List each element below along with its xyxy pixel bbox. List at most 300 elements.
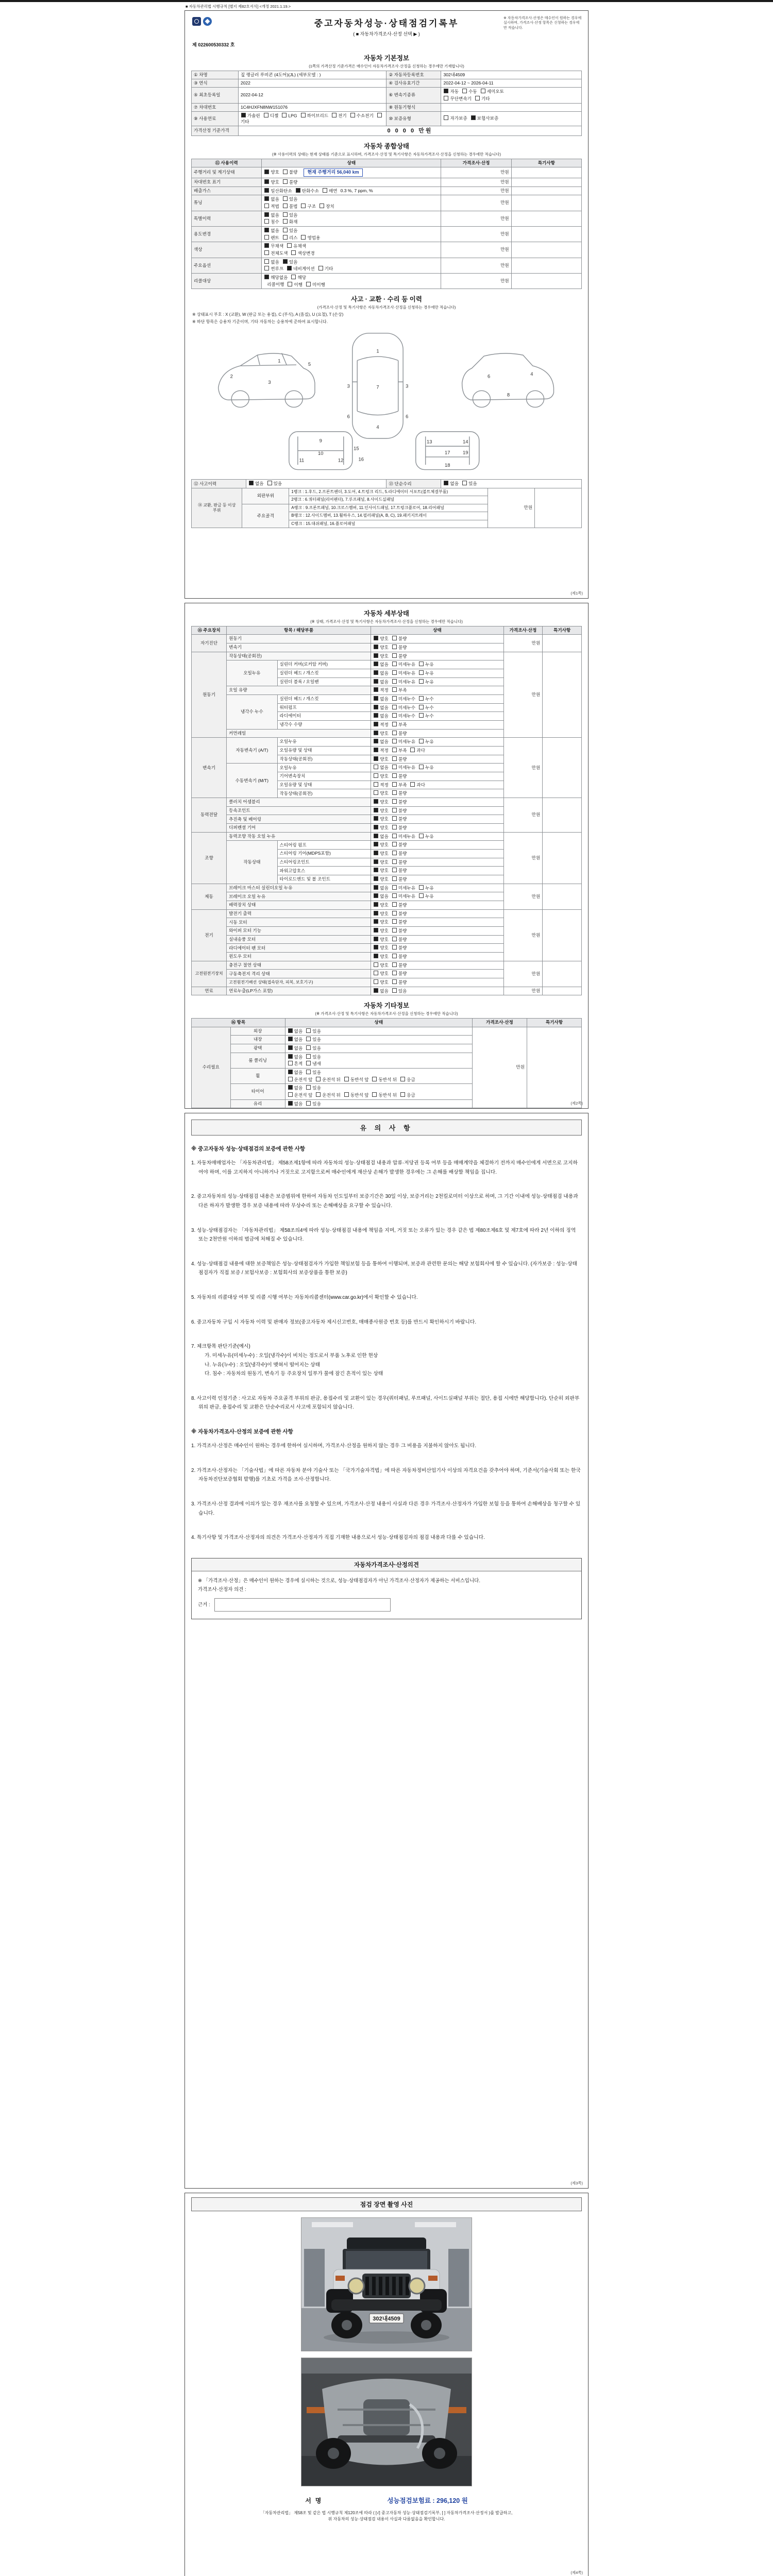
checkbox-label: 없음 xyxy=(380,696,389,702)
label-cell: 주행거리 및 계기상태 xyxy=(192,167,262,178)
checkbox-label: 누유 xyxy=(425,765,434,770)
checkbox-label: 양호 xyxy=(380,799,389,805)
checkbox-label: 없음 xyxy=(380,988,389,994)
checkbox-label: 양호 xyxy=(380,842,389,848)
checkbox xyxy=(475,96,480,100)
value-cell: 특기사항 xyxy=(543,626,582,635)
value-cell xyxy=(285,1036,472,1044)
checkbox xyxy=(316,1077,321,1081)
value-cell: 등속조인트 xyxy=(227,806,371,815)
checkbox-label: 운전석 뒤 xyxy=(322,1092,341,1098)
checkbox-checked xyxy=(374,679,378,684)
section-title: 자동차 세부상태 xyxy=(364,610,409,617)
checkbox-checked xyxy=(444,89,448,93)
form-reference-note: ■ 자동차관리법 시행규칙 [별지 제82호서식] <개정 2021.1.19.> xyxy=(186,4,291,9)
checkbox-checked xyxy=(296,188,300,193)
photo-front-view xyxy=(301,2217,472,2351)
checkbox-label: 탄화수소 xyxy=(301,188,319,194)
value-cell: 커먼레일 xyxy=(227,729,371,738)
checkbox-label: 양호 xyxy=(380,859,389,865)
value-cell: 라디에이터 팬 모터 xyxy=(227,944,371,953)
notice-item: 2. 중고자동차의 성능·상태점검 내용은 보증범위에 한하여 자동차 인도일부터 보증기간은 30일 이상, 보증거리는 2천킬로미터 이상으로 하며, 그 기간 이내에 성능·상태점검 내용과 다른 하자가 발생한 경우 보증 내용에 따라 무상수리 또는 손해배상을 요구할 수 있습니다. xyxy=(191,1194,578,1209)
checkbox xyxy=(283,170,288,174)
value-cell xyxy=(285,1044,472,1053)
checkbox-checked xyxy=(374,696,378,701)
checkbox xyxy=(392,687,397,692)
notice-item: 8. 사고이력 인정기준 : 사고로 자동차 주요골격 부위의 판금, 용접수리 및 교환이 있는 경우(쿼터패널, 루프패널, 사이드실패널 부위는 절단, 용접 시에만 해당합니다). 단순히 외판부위의 판금, 용접수리 및 교환은 단순수리로서 사고에 포함되지 않습니다. xyxy=(191,1395,580,1411)
checkbox-label: 불량 xyxy=(398,799,407,805)
value-cell: 만원 xyxy=(503,909,543,961)
panel-number: 4 xyxy=(376,425,379,431)
checkbox-label: 부족 xyxy=(398,722,407,727)
checkbox-label: 양호 xyxy=(380,825,389,831)
notice-item: 1. 자동차매매업자는 「자동차관리법」 제58조제1항에 따라 자동차의 성능·상태점검 내용과 압류·저당권 등록 여부 등을 매매계약을 체결하기 전까지 매수인에게 서면으로 고지하여야 하며, 이를 고지하지 아니하거나 거짓으로 고지함으로써 매수인에게 재산상 손해가 발생한 경우에는 그 손해를 배상할 책임을 집니다. xyxy=(191,1160,578,1175)
value-cell: 만원 xyxy=(441,178,511,187)
document-title: 중고자동차성능·상태점검기록부 xyxy=(314,19,459,28)
checkbox-checked xyxy=(264,212,269,217)
checkbox-label: 양호 xyxy=(380,945,389,951)
label-cell: 가격산정 기준가격 xyxy=(192,126,239,135)
notice-list-price xyxy=(191,1442,582,1543)
notice-item: 2. 가격조사·산정자는 「기술사법」에 따른 자동차 분야 기술사 또는 「국가기술자격법」에 따른 자동차정비산업기사 이상의 자격요건을 갖추어야 하며, 기준서(기술사회 또는 한국자동차진단보증협회 발행)를 기초로 가격을 조사·산정합니다. xyxy=(191,1467,581,1483)
checkbox-label: 불량 xyxy=(398,971,407,976)
label-cell: ④ 검사유효기간 xyxy=(386,79,441,88)
inspection-insurance-fee: 성능점검보험료 : 296,120 원 xyxy=(387,2497,468,2504)
notice-subtitle-price: ※ 자동차가격조사·산정의 보증에 관한 사항 xyxy=(191,1429,293,1435)
value-cell: 배력장치 상태 xyxy=(227,901,371,910)
value-cell: C랭크 : 15.대쉬패널, 16.플로어패널 xyxy=(289,520,488,528)
value-cell xyxy=(511,211,581,226)
checkbox-checked xyxy=(374,834,378,838)
checkbox-label: 양호 xyxy=(380,756,389,762)
label-cell: 고전원전기장치 xyxy=(192,961,227,987)
value-cell: 만원 xyxy=(503,738,543,798)
value-cell: 만원 xyxy=(503,961,543,987)
value-cell xyxy=(371,867,503,875)
checkbox-checked xyxy=(374,919,378,924)
checkbox-label: 미세누유 xyxy=(398,739,416,744)
checkbox xyxy=(410,782,415,787)
checkbox-label: 있음 xyxy=(468,481,477,486)
price-opinion-box xyxy=(191,1558,582,1619)
checkbox xyxy=(392,902,397,907)
comp-table xyxy=(191,159,582,289)
panel-number: 11 xyxy=(299,457,305,464)
checkbox-label: 장치 xyxy=(326,204,334,209)
checkbox-label: 불량 xyxy=(398,859,407,865)
checkbox-label: 색상변경 xyxy=(297,250,315,256)
value-cell: 작동상태(공회전) xyxy=(277,789,371,798)
panel-number: 7 xyxy=(376,384,379,391)
label-cell: 주요옵션 xyxy=(192,258,262,273)
logo-group xyxy=(192,17,212,26)
value-cell xyxy=(371,944,503,953)
checkbox xyxy=(288,1061,293,1065)
value-cell xyxy=(543,987,582,995)
checkbox-label: 양호 xyxy=(380,816,389,822)
checkbox xyxy=(392,825,397,829)
label-cell: ⑬ 단순수리 xyxy=(386,480,441,488)
checkbox xyxy=(282,113,287,117)
value-cell: 휠 xyxy=(230,1068,285,1083)
value-cell: 실린더 헤드 / 개스킷 xyxy=(277,669,371,677)
checkbox xyxy=(316,1092,321,1097)
checkbox-checked xyxy=(374,739,378,743)
checkbox-label: 냄새 xyxy=(312,1061,321,1066)
checkbox xyxy=(288,1077,293,1081)
value-cell: 발전기 출력 xyxy=(227,909,371,918)
panel-number: 13 xyxy=(426,439,432,445)
price-survey-option: ( ■ 자동차가격조사·산정 선택 ▶ ) xyxy=(353,31,420,37)
panel-number: 3 xyxy=(406,383,409,389)
checkbox-label: 미세누유 xyxy=(398,670,416,676)
signature-label: 서명 xyxy=(305,2497,326,2504)
light-glare xyxy=(301,2358,472,2374)
value-cell: 광택 xyxy=(230,1044,285,1053)
label-cell: ⑩ 보증유형 xyxy=(386,111,441,126)
checkbox-label: 없음 xyxy=(294,1070,303,1075)
checkbox xyxy=(372,1092,377,1097)
checkbox-label: 없음 xyxy=(271,196,279,202)
value-cell: 특기사항 xyxy=(527,1019,582,1027)
value-cell: 스티어링 기어(MDPS포함) xyxy=(277,849,371,858)
checkbox-label: 부족 xyxy=(398,748,407,753)
panel-number: 12 xyxy=(338,457,344,464)
value-cell: 상태 xyxy=(371,626,503,635)
checkbox-checked xyxy=(241,113,246,117)
notice-item: 4. 특기사항 및 가격조사·산정자의 의견은 가격조사·산정자가 직접 기재한 내용으로서 성능·상태점검자의 점검 내용과 다를 수 있습니다. xyxy=(191,1535,485,1541)
skid-plate xyxy=(363,2399,410,2435)
detail-table xyxy=(191,626,582,995)
checkbox-label: 있음 xyxy=(312,1037,321,1042)
value-cell: 타이어 xyxy=(230,1084,285,1099)
value-cell xyxy=(543,798,582,832)
value-cell: 만원 xyxy=(488,488,535,528)
checkbox-label: 네비게이션 xyxy=(293,266,315,272)
value-cell xyxy=(371,635,503,643)
shop-shelf xyxy=(304,2249,325,2307)
checkbox xyxy=(392,928,397,933)
checkbox-label: 불량 xyxy=(398,851,407,856)
checkbox-label: 세미오토 xyxy=(486,89,504,94)
panel-number: 6 xyxy=(488,374,491,380)
value-cell: 오일누유 xyxy=(277,764,371,772)
checkbox-label: 불량 xyxy=(289,170,298,175)
value-cell: 파워고압호스 xyxy=(277,867,371,875)
checkbox xyxy=(291,250,296,255)
checkbox-label: 없음 xyxy=(294,1054,303,1060)
checkbox xyxy=(374,773,378,778)
checkbox-label: 불량 xyxy=(398,945,407,951)
value-cell: 라디에이터 xyxy=(277,712,371,721)
checkbox xyxy=(392,979,397,984)
value-cell: 룸 클리닝 xyxy=(230,1053,285,1068)
checkbox-label: 기타 xyxy=(240,118,249,124)
checkbox-checked xyxy=(374,825,378,829)
section-detail-state xyxy=(191,608,582,995)
value-cell xyxy=(246,480,386,488)
checkbox-label: 양호 xyxy=(380,954,389,959)
checkbox-label: 없음 xyxy=(294,1028,303,1034)
checkbox-label: 적정 xyxy=(380,687,389,693)
checkbox xyxy=(462,481,467,485)
checkbox-label: 디젤 xyxy=(270,113,279,118)
label-cell: 변속기 xyxy=(192,738,227,798)
checkbox xyxy=(306,1061,311,1065)
checkbox xyxy=(306,1070,311,1074)
checkbox-checked xyxy=(374,687,378,692)
value-cell: 만원 xyxy=(503,635,543,652)
checkbox xyxy=(392,653,397,658)
value-cell: 추진축 및 베어링 xyxy=(227,815,371,824)
checkbox-label: 불량 xyxy=(289,179,298,185)
checkbox-label: 불량 xyxy=(398,979,407,985)
checkbox-label: 미세누유 xyxy=(398,834,416,839)
panel-number: 16 xyxy=(358,456,364,463)
section-basic-info xyxy=(191,53,582,136)
checkbox-label: 있음 xyxy=(289,196,298,202)
lift-arm-left xyxy=(307,2407,327,2413)
checkbox-label: 불량 xyxy=(398,731,407,736)
value-cell: 충전구 절연 상태 xyxy=(227,961,371,970)
checkbox-label: 수동 xyxy=(468,89,477,94)
checkbox-label: 없음 xyxy=(271,228,279,233)
checkbox-label: 기타 xyxy=(324,266,333,272)
checkbox-label: 양호 xyxy=(380,937,389,942)
checkbox xyxy=(288,1092,293,1097)
checkbox-label: 동반석 앞 xyxy=(350,1092,369,1098)
checkbox-label: 과다 xyxy=(416,782,426,788)
checkbox-checked xyxy=(374,662,378,666)
checkbox xyxy=(377,113,382,117)
checkbox xyxy=(419,765,424,769)
checkbox xyxy=(344,1077,349,1081)
value-cell: 원동기 xyxy=(227,635,371,643)
value-cell: 일산화탄소 탄화수소 매연 0.3 %, 7 ppm, % xyxy=(262,187,441,195)
checkbox-label: 화재 xyxy=(289,219,298,225)
checkbox xyxy=(392,971,397,975)
checkbox-label: 불량 xyxy=(398,636,407,641)
checkbox-label: 해당 xyxy=(297,275,307,280)
value-cell xyxy=(230,1108,285,1109)
checkbox-checked xyxy=(374,842,378,846)
page-3 xyxy=(184,1113,589,2189)
accident-simple-repair-table xyxy=(191,479,582,488)
legal-footnote-2: 위 자동차의 성능·상태점검 내용이 사실과 다름없음을 확인합니다. xyxy=(328,2517,445,2522)
panel-number: 6 xyxy=(406,414,409,420)
checkbox xyxy=(392,834,397,838)
checkbox-checked xyxy=(264,275,269,279)
value-cell: 스티어링조인트 xyxy=(277,858,371,867)
mileage-box: 현재 주행거리 56,040 km xyxy=(304,168,362,177)
checkbox-label: 불량 xyxy=(398,962,407,968)
checkbox-label: 동반석 뒤 xyxy=(378,1077,397,1082)
value-cell xyxy=(371,789,503,798)
label-cell: 수리필요 xyxy=(192,1027,231,1108)
checkbox-label: 누수 xyxy=(425,713,434,719)
checkbox xyxy=(392,662,397,666)
checkbox-label: 불법 xyxy=(289,204,298,209)
checkbox xyxy=(392,842,397,846)
checkbox xyxy=(372,1077,377,1081)
section-overall-state xyxy=(191,141,582,289)
value-cell: ⑮ 주요장치 xyxy=(192,626,227,635)
checkbox xyxy=(283,235,288,240)
checkbox-label: 이행 xyxy=(294,282,303,287)
value-cell: 실린더 헤드 / 개스킷 xyxy=(277,694,371,703)
value-cell xyxy=(285,1027,472,1036)
value-cell xyxy=(543,635,582,652)
checkbox xyxy=(392,937,397,941)
checkbox xyxy=(374,962,378,967)
value-cell: 2022-04-12 ~ 2026-04-11 xyxy=(441,79,582,88)
checkbox-checked xyxy=(374,705,378,709)
value-cell: 냉각수 수량 xyxy=(277,720,371,729)
checkbox-label: 하이브리드 xyxy=(307,113,329,118)
value-cell: 만원 xyxy=(473,1027,527,1108)
checkbox-label: 양호 xyxy=(380,971,389,976)
panel-number: 1 xyxy=(278,358,281,364)
value-cell xyxy=(527,1108,582,1109)
section-note: (1쪽의 가격산정 기준가격은 매수인이 자동차가격조사·산정을 신청하는 경우에만 기재합니다) xyxy=(309,64,464,69)
checkbox xyxy=(392,885,397,890)
scan-edge xyxy=(0,0,773,2)
checkbox-label: 불량 xyxy=(398,876,407,882)
checkbox xyxy=(306,1045,311,1050)
checkbox xyxy=(419,885,424,890)
value-cell xyxy=(371,970,503,978)
value-cell: 만원 xyxy=(441,211,511,226)
checkbox-label: 부족 xyxy=(398,782,407,788)
value-cell: 수동변속기 (M/T) xyxy=(227,764,277,798)
value-cell xyxy=(511,273,581,289)
checkbox-label: 미세누유 xyxy=(398,885,416,891)
panel-rank-table xyxy=(191,488,582,528)
value-cell: 302내4509 xyxy=(441,71,582,79)
checkbox-checked xyxy=(287,266,292,270)
checkbox-label: 침수 xyxy=(271,219,279,225)
checkbox xyxy=(264,266,269,270)
checkbox-label: 없음 xyxy=(271,259,279,265)
checkbox xyxy=(400,1077,405,1081)
value-cell xyxy=(238,111,386,126)
checkbox-label: 양호 xyxy=(380,962,389,968)
checkbox xyxy=(419,679,424,684)
value-cell xyxy=(285,1053,472,1068)
photo-underbody-view xyxy=(301,2358,472,2486)
checkbox-checked xyxy=(374,799,378,804)
checkbox xyxy=(306,1101,311,1106)
basic-table xyxy=(191,71,582,136)
panel-number: 1 xyxy=(376,348,379,354)
checkbox-label: 수소전기 xyxy=(356,113,374,118)
notice-title: 유 의 사 항 xyxy=(191,1120,582,1136)
value-cell: 가격조사·산정 xyxy=(473,1019,527,1027)
value-cell: 주요골격 xyxy=(242,504,289,528)
checkbox-label: 과다 xyxy=(416,748,426,753)
checkbox-checked xyxy=(374,645,378,649)
checkbox-checked xyxy=(374,748,378,752)
page-marker: (제2쪽) xyxy=(570,1101,583,1106)
checkbox-checked xyxy=(288,1045,293,1050)
checkbox-label: 불량 xyxy=(398,756,407,762)
checkbox-checked xyxy=(374,851,378,855)
value-cell: 2022 xyxy=(238,79,386,88)
value-cell: 항목 / 해당부품 xyxy=(227,626,371,635)
value-cell xyxy=(371,875,503,884)
value-cell: 브레이크 마스터 실린더오일 누유 xyxy=(227,884,371,892)
checkbox xyxy=(444,96,448,100)
checkbox xyxy=(332,113,337,117)
checkbox-label: 전기 xyxy=(338,113,347,118)
checkbox-label: 불량 xyxy=(398,842,407,848)
checkbox-label: 응급 xyxy=(407,1077,415,1082)
checkbox xyxy=(410,748,415,752)
value-cell xyxy=(371,738,503,747)
checkbox xyxy=(392,765,397,769)
value-cell xyxy=(285,1108,472,1109)
document-number: 제 022600530332 호 xyxy=(192,42,235,47)
checkbox xyxy=(392,748,397,752)
checkbox-label: 미세누유 xyxy=(398,679,416,685)
checkbox xyxy=(392,722,397,726)
value-cell xyxy=(511,178,581,187)
value-cell: 만원 xyxy=(503,884,543,909)
value-cell: 실린더 블록 / 오일팬 xyxy=(277,677,371,686)
notice-item: 6. 중고자동차 구입 시 자동차 이력 및 판매자 정보(중고자동차 제시신고번호, 매매종사원증 번호 등)를 반드시 확인하시기 바랍니다. xyxy=(191,1319,477,1325)
checkbox xyxy=(374,979,378,984)
checkbox-checked xyxy=(374,928,378,933)
ceiling-light xyxy=(415,2222,456,2227)
car-front-quarter-view xyxy=(219,353,315,408)
checkbox-checked xyxy=(283,259,288,264)
value-cell: 만원 xyxy=(441,258,511,273)
label-cell: ⑤ 최초등록일 xyxy=(192,88,239,103)
label-cell: 연료 xyxy=(192,987,227,995)
checkbox-checked xyxy=(374,902,378,907)
panel-number: 19 xyxy=(462,450,468,456)
checkbox-label: 누유 xyxy=(425,893,434,899)
value-cell xyxy=(262,211,441,226)
value-cell: 윈도우 모터 xyxy=(227,953,371,961)
label-cell: 리콜대상 xyxy=(192,273,262,289)
headlight-left xyxy=(348,2278,364,2294)
checkbox-label: 렌트 xyxy=(271,235,279,241)
value-cell xyxy=(543,909,582,961)
checkbox-checked xyxy=(374,670,378,675)
checkbox xyxy=(392,962,397,967)
checkbox-label: 누수 xyxy=(425,705,434,710)
checkbox-checked xyxy=(374,885,378,890)
checkbox xyxy=(392,756,397,761)
section-accident-history xyxy=(191,294,582,528)
checkbox-checked xyxy=(264,188,269,193)
shop-shelf xyxy=(448,2249,469,2307)
value-cell xyxy=(511,258,581,273)
checkbox xyxy=(392,636,397,640)
vehicle-type-legend: ※ 하단 항목은 승용차 기준이며, 기타 자동차는 승용차에 준하여 표시합니다. xyxy=(192,319,328,325)
value-cell: 연료누출(LP가스 포함) xyxy=(227,987,371,995)
value-cell xyxy=(285,1068,472,1083)
checkbox-label: 불량 xyxy=(398,937,407,942)
value-cell: 가격조사·산정 xyxy=(441,159,511,167)
checkbox-label: 없음 xyxy=(294,1037,303,1042)
value-cell: 기어변속장치 xyxy=(277,772,371,781)
checkbox-label: LPG xyxy=(288,113,297,118)
overall-state-table xyxy=(191,159,582,289)
checkbox xyxy=(301,113,306,117)
checkbox xyxy=(267,481,272,485)
